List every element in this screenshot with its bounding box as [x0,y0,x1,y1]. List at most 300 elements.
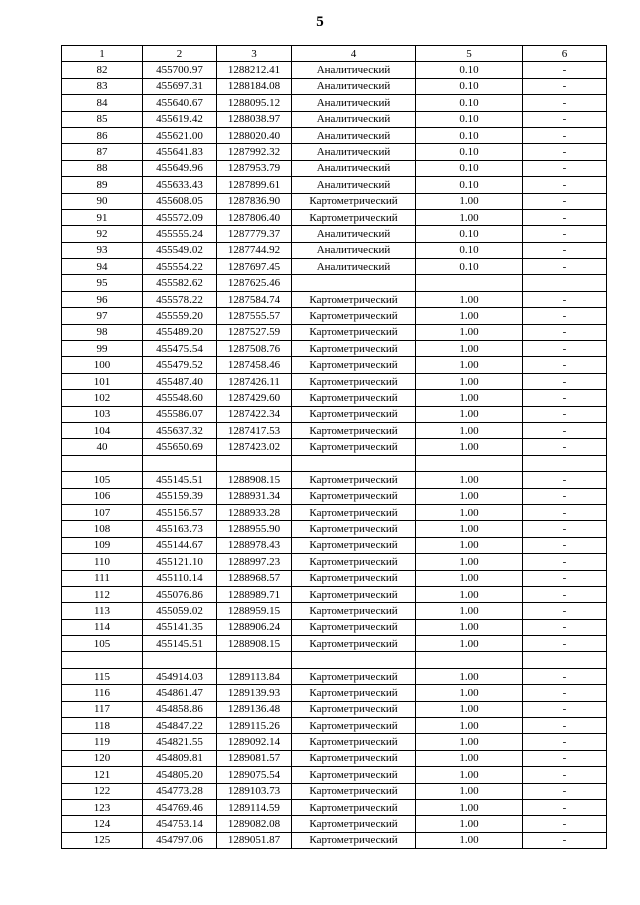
y-coordinate-cell: 1288989.71 [217,586,292,602]
x-coordinate-cell: 455159.39 [143,488,217,504]
method-cell: Аналитический [292,242,416,258]
accuracy-cell: 0.10 [416,127,523,143]
table-row [62,291,607,307]
accuracy-cell: 1.00 [416,422,523,438]
table-row [62,832,607,848]
accuracy-cell: 1.00 [416,193,523,209]
y-coordinate-cell: 1288959.15 [217,603,292,619]
accuracy-cell: 1.00 [416,718,523,734]
method-cell: Картометрический [292,291,416,307]
point-number-cell: 90 [62,193,143,209]
page-number: 5 [316,14,324,30]
note-cell: - [523,242,607,258]
x-coordinate-cell: 455621.00 [143,127,217,143]
table-row [62,488,607,504]
table-row [62,767,607,783]
note-cell: - [523,160,607,176]
point-number-cell: 124 [62,816,143,832]
header-col-accuracy: 5 [416,46,523,62]
point-number-cell: 97 [62,308,143,324]
x-coordinate-cell: 455487.40 [143,373,217,389]
y-coordinate-cell: 1287508.76 [217,341,292,357]
x-coordinate-cell: 455697.31 [143,78,217,94]
table-row [62,799,607,815]
note-cell: - [523,324,607,340]
y-coordinate-cell: 1289136.48 [217,701,292,717]
accuracy-cell: 1.00 [416,341,523,357]
y-coordinate-cell: 1287429.60 [217,390,292,406]
method-cell: Картометрический [292,685,416,701]
accuracy-cell: 1.00 [416,816,523,832]
table-row [62,701,607,717]
method-cell: Аналитический [292,111,416,127]
table-row [62,570,607,586]
x-coordinate-cell: 455076.86 [143,586,217,602]
accuracy-cell: 1.00 [416,767,523,783]
note-cell: - [523,783,607,799]
y-coordinate-cell: 1288968.57 [217,570,292,586]
note-cell: - [523,636,607,652]
method-cell: Картометрический [292,668,416,684]
header-col-x-coordinate: 2 [143,46,217,62]
point-number-cell: 110 [62,554,143,570]
accuracy-cell: 1.00 [416,472,523,488]
method-cell: Картометрический [292,799,416,815]
table-row [62,160,607,176]
note-cell: - [523,734,607,750]
y-coordinate-cell: 1289051.87 [217,832,292,848]
method-cell: Картометрический [292,718,416,734]
accuracy-cell: 0.10 [416,78,523,94]
method-cell: Картометрический [292,750,416,766]
point-number-cell: 102 [62,390,143,406]
table-separator-row [62,455,607,471]
point-number-cell: 117 [62,701,143,717]
x-coordinate-cell: 455548.60 [143,390,217,406]
x-coordinate-cell [143,455,217,471]
y-coordinate-cell: 1288997.23 [217,554,292,570]
accuracy-cell: 1.00 [416,619,523,635]
method-cell: Картометрический [292,406,416,422]
table-row [62,111,607,127]
table-row [62,308,607,324]
y-coordinate-cell: 1289113.84 [217,668,292,684]
x-coordinate-cell: 455608.05 [143,193,217,209]
x-coordinate-cell: 454805.20 [143,767,217,783]
accuracy-cell: 0.10 [416,144,523,160]
x-coordinate-cell: 454773.28 [143,783,217,799]
header-col-point-number: 1 [62,46,143,62]
x-coordinate-cell: 454861.47 [143,685,217,701]
point-number-cell: 108 [62,521,143,537]
note-cell: - [523,816,607,832]
header-row [62,46,607,62]
table-row [62,242,607,258]
point-number-cell: 105 [62,636,143,652]
method-cell: Картометрический [292,570,416,586]
point-number-cell: 111 [62,570,143,586]
method-cell: Картометрический [292,341,416,357]
header-col-y-coordinate: 3 [217,46,292,62]
table-row [62,62,607,78]
note-cell: - [523,504,607,520]
x-coordinate-cell: 455572.09 [143,209,217,225]
note-cell: - [523,750,607,766]
point-number-cell: 88 [62,160,143,176]
x-coordinate-cell: 455145.51 [143,636,217,652]
x-coordinate-cell: 455582.62 [143,275,217,291]
accuracy-cell: 0.10 [416,177,523,193]
y-coordinate-cell: 1289103.73 [217,783,292,799]
y-coordinate-cell: 1289082.08 [217,816,292,832]
point-number-cell: 95 [62,275,143,291]
table-row [62,783,607,799]
y-coordinate-cell: 1289139.93 [217,685,292,701]
note-cell: - [523,799,607,815]
x-coordinate-cell: 455121.10 [143,554,217,570]
point-number-cell: 103 [62,406,143,422]
y-coordinate-cell: 1288931.34 [217,488,292,504]
table-row [62,668,607,684]
x-coordinate-cell: 455479.52 [143,357,217,373]
point-number-cell: 114 [62,619,143,635]
table-row [62,341,607,357]
method-cell: Картометрический [292,767,416,783]
method-cell: Картометрический [292,373,416,389]
accuracy-cell: 0.10 [416,62,523,78]
method-cell: Картометрический [292,488,416,504]
point-number-cell: 106 [62,488,143,504]
y-coordinate-cell: 1287422.34 [217,406,292,422]
method-cell: Аналитический [292,78,416,94]
method-cell [292,455,416,471]
method-cell: Картометрический [292,734,416,750]
table-row [62,275,607,291]
point-number-cell: 83 [62,78,143,94]
method-cell [292,275,416,291]
table-row [62,603,607,619]
y-coordinate-cell: 1287779.37 [217,226,292,242]
y-coordinate-cell: 1288978.43 [217,537,292,553]
point-number-cell: 85 [62,111,143,127]
x-coordinate-cell: 454809.81 [143,750,217,766]
method-cell: Картометрический [292,636,416,652]
x-coordinate-cell: 455549.02 [143,242,217,258]
point-number-cell: 104 [62,422,143,438]
method-cell: Картометрический [292,701,416,717]
point-number-cell: 118 [62,718,143,734]
x-coordinate-cell: 454753.14 [143,816,217,832]
note-cell: - [523,209,607,225]
accuracy-cell: 1.00 [416,570,523,586]
note-cell: - [523,701,607,717]
method-cell: Аналитический [292,160,416,176]
table-row [62,422,607,438]
method-cell: Картометрический [292,390,416,406]
note-cell: - [523,521,607,537]
point-number-cell: 40 [62,439,143,455]
table-row [62,144,607,160]
method-cell: Аналитический [292,177,416,193]
y-coordinate-cell: 1287744.92 [217,242,292,258]
y-coordinate-cell: 1288955.90 [217,521,292,537]
note-cell: - [523,291,607,307]
method-cell [292,652,416,668]
accuracy-cell [416,455,523,471]
x-coordinate-cell: 455649.96 [143,160,217,176]
table-separator-row [62,652,607,668]
y-coordinate-cell: 1287584.74 [217,291,292,307]
accuracy-cell: 1.00 [416,537,523,553]
y-coordinate-cell: 1289114.59 [217,799,292,815]
accuracy-cell: 0.10 [416,226,523,242]
note-cell: - [523,95,607,111]
accuracy-cell: 1.00 [416,308,523,324]
method-cell: Картометрический [292,324,416,340]
note-cell: - [523,390,607,406]
point-number-cell: 86 [62,127,143,143]
table-row [62,390,607,406]
point-number-cell: 99 [62,341,143,357]
note-cell: - [523,308,607,324]
point-number-cell: 113 [62,603,143,619]
point-number-cell: 98 [62,324,143,340]
method-cell: Аналитический [292,144,416,160]
x-coordinate-cell: 455640.67 [143,95,217,111]
note-cell: - [523,226,607,242]
accuracy-cell: 0.10 [416,160,523,176]
table-row [62,177,607,193]
point-number-cell: 125 [62,832,143,848]
y-coordinate-cell: 1287899.61 [217,177,292,193]
method-cell: Аналитический [292,127,416,143]
point-number-cell: 91 [62,209,143,225]
table-row [62,750,607,766]
x-coordinate-cell: 454797.06 [143,832,217,848]
coordinates-table [61,45,607,849]
table-header [62,46,607,62]
method-cell: Аналитический [292,62,416,78]
x-coordinate-cell: 455554.22 [143,259,217,275]
x-coordinate-cell: 454914.03 [143,668,217,684]
table-row [62,373,607,389]
point-number-cell: 96 [62,291,143,307]
accuracy-cell: 1.00 [416,701,523,717]
accuracy-cell: 1.00 [416,209,523,225]
point-number-cell: 94 [62,259,143,275]
method-cell: Картометрический [292,537,416,553]
x-coordinate-cell: 454769.46 [143,799,217,815]
point-number-cell: 92 [62,226,143,242]
x-coordinate-cell: 455619.42 [143,111,217,127]
x-coordinate-cell: 455633.43 [143,177,217,193]
point-number-cell: 119 [62,734,143,750]
y-coordinate-cell: 1287417.53 [217,422,292,438]
x-coordinate-cell: 455145.51 [143,472,217,488]
method-cell: Картометрический [292,422,416,438]
y-coordinate-cell: 1287426.11 [217,373,292,389]
table-row [62,226,607,242]
accuracy-cell: 1.00 [416,373,523,389]
table-row [62,209,607,225]
point-number-cell: 115 [62,668,143,684]
y-coordinate-cell: 1287555.57 [217,308,292,324]
accuracy-cell: 1.00 [416,357,523,373]
accuracy-cell: 1.00 [416,504,523,520]
note-cell: - [523,832,607,848]
method-cell: Картометрический [292,619,416,635]
accuracy-cell: 1.00 [416,832,523,848]
note-cell: - [523,767,607,783]
note-cell: - [523,586,607,602]
y-coordinate-cell: 1288212.41 [217,62,292,78]
y-coordinate-cell: 1287836.90 [217,193,292,209]
method-cell: Картометрический [292,357,416,373]
accuracy-cell: 1.00 [416,554,523,570]
accuracy-cell [416,652,523,668]
note-cell: - [523,111,607,127]
note-cell: - [523,472,607,488]
point-number-cell: 107 [62,504,143,520]
table-row [62,734,607,750]
table-row [62,259,607,275]
y-coordinate-cell: 1287458.46 [217,357,292,373]
x-coordinate-cell: 455475.54 [143,341,217,357]
method-cell: Картометрический [292,209,416,225]
method-cell: Картометрический [292,308,416,324]
method-cell: Картометрический [292,472,416,488]
method-cell: Картометрический [292,603,416,619]
table-row [62,586,607,602]
x-coordinate-cell: 455156.57 [143,504,217,520]
point-number-cell: 82 [62,62,143,78]
note-cell: - [523,127,607,143]
point-number-cell: 120 [62,750,143,766]
table-row [62,718,607,734]
method-cell: Картометрический [292,554,416,570]
table-row [62,554,607,570]
note-cell: - [523,619,607,635]
note-cell: - [523,193,607,209]
method-cell: Картометрический [292,832,416,848]
accuracy-cell: 1.00 [416,406,523,422]
x-coordinate-cell: 454821.55 [143,734,217,750]
x-coordinate-cell: 455555.24 [143,226,217,242]
point-number-cell [62,455,143,471]
accuracy-cell: 1.00 [416,668,523,684]
note-cell: - [523,439,607,455]
table-body [62,62,607,849]
accuracy-cell: 1.00 [416,324,523,340]
table-row [62,504,607,520]
point-number-cell: 109 [62,537,143,553]
point-number-cell: 89 [62,177,143,193]
x-coordinate-cell: 455059.02 [143,603,217,619]
y-coordinate-cell: 1287423.02 [217,439,292,455]
header-col-method: 4 [292,46,416,62]
y-coordinate-cell: 1288095.12 [217,95,292,111]
accuracy-cell: 0.10 [416,242,523,258]
accuracy-cell: 1.00 [416,603,523,619]
y-coordinate-cell: 1288908.15 [217,636,292,652]
method-cell: Картометрический [292,783,416,799]
x-coordinate-cell: 455110.14 [143,570,217,586]
accuracy-cell [416,275,523,291]
header-col-note: 6 [523,46,607,62]
point-number-cell: 122 [62,783,143,799]
table-row [62,78,607,94]
x-coordinate-cell: 454858.86 [143,701,217,717]
note-cell: - [523,488,607,504]
note-cell: - [523,603,607,619]
method-cell: Картометрический [292,586,416,602]
note-cell [523,275,607,291]
point-number-cell: 121 [62,767,143,783]
table-row [62,439,607,455]
note-cell: - [523,357,607,373]
y-coordinate-cell: 1287953.79 [217,160,292,176]
x-coordinate-cell: 455637.32 [143,422,217,438]
x-coordinate-cell: 455650.69 [143,439,217,455]
table-row [62,95,607,111]
note-cell: - [523,259,607,275]
accuracy-cell: 1.00 [416,291,523,307]
note-cell: - [523,144,607,160]
y-coordinate-cell: 1289081.57 [217,750,292,766]
accuracy-cell: 1.00 [416,439,523,455]
note-cell: - [523,373,607,389]
table-row [62,324,607,340]
accuracy-cell: 1.00 [416,799,523,815]
table-row [62,521,607,537]
table-row [62,816,607,832]
note-cell: - [523,668,607,684]
note-cell: - [523,406,607,422]
accuracy-cell: 1.00 [416,636,523,652]
y-coordinate-cell: 1288020.40 [217,127,292,143]
accuracy-cell: 1.00 [416,521,523,537]
method-cell: Аналитический [292,226,416,242]
note-cell: - [523,177,607,193]
point-number-cell: 101 [62,373,143,389]
table-row [62,619,607,635]
y-coordinate-cell: 1287697.45 [217,259,292,275]
accuracy-cell: 1.00 [416,488,523,504]
method-cell: Картометрический [292,816,416,832]
accuracy-cell: 1.00 [416,685,523,701]
note-cell [523,652,607,668]
point-number-cell [62,652,143,668]
method-cell: Картометрический [292,193,416,209]
note-cell: - [523,685,607,701]
x-coordinate-cell: 455559.20 [143,308,217,324]
y-coordinate-cell: 1287806.40 [217,209,292,225]
x-coordinate-cell: 455641.83 [143,144,217,160]
x-coordinate-cell: 455163.73 [143,521,217,537]
accuracy-cell: 1.00 [416,734,523,750]
y-coordinate-cell: 1288906.24 [217,619,292,635]
table-row [62,357,607,373]
table-row [62,193,607,209]
x-coordinate-cell: 455700.97 [143,62,217,78]
accuracy-cell: 1.00 [416,390,523,406]
note-cell: - [523,537,607,553]
y-coordinate-cell: 1288908.15 [217,472,292,488]
x-coordinate-cell: 454847.22 [143,718,217,734]
table-row [62,472,607,488]
note-cell: - [523,422,607,438]
method-cell: Картометрический [292,439,416,455]
